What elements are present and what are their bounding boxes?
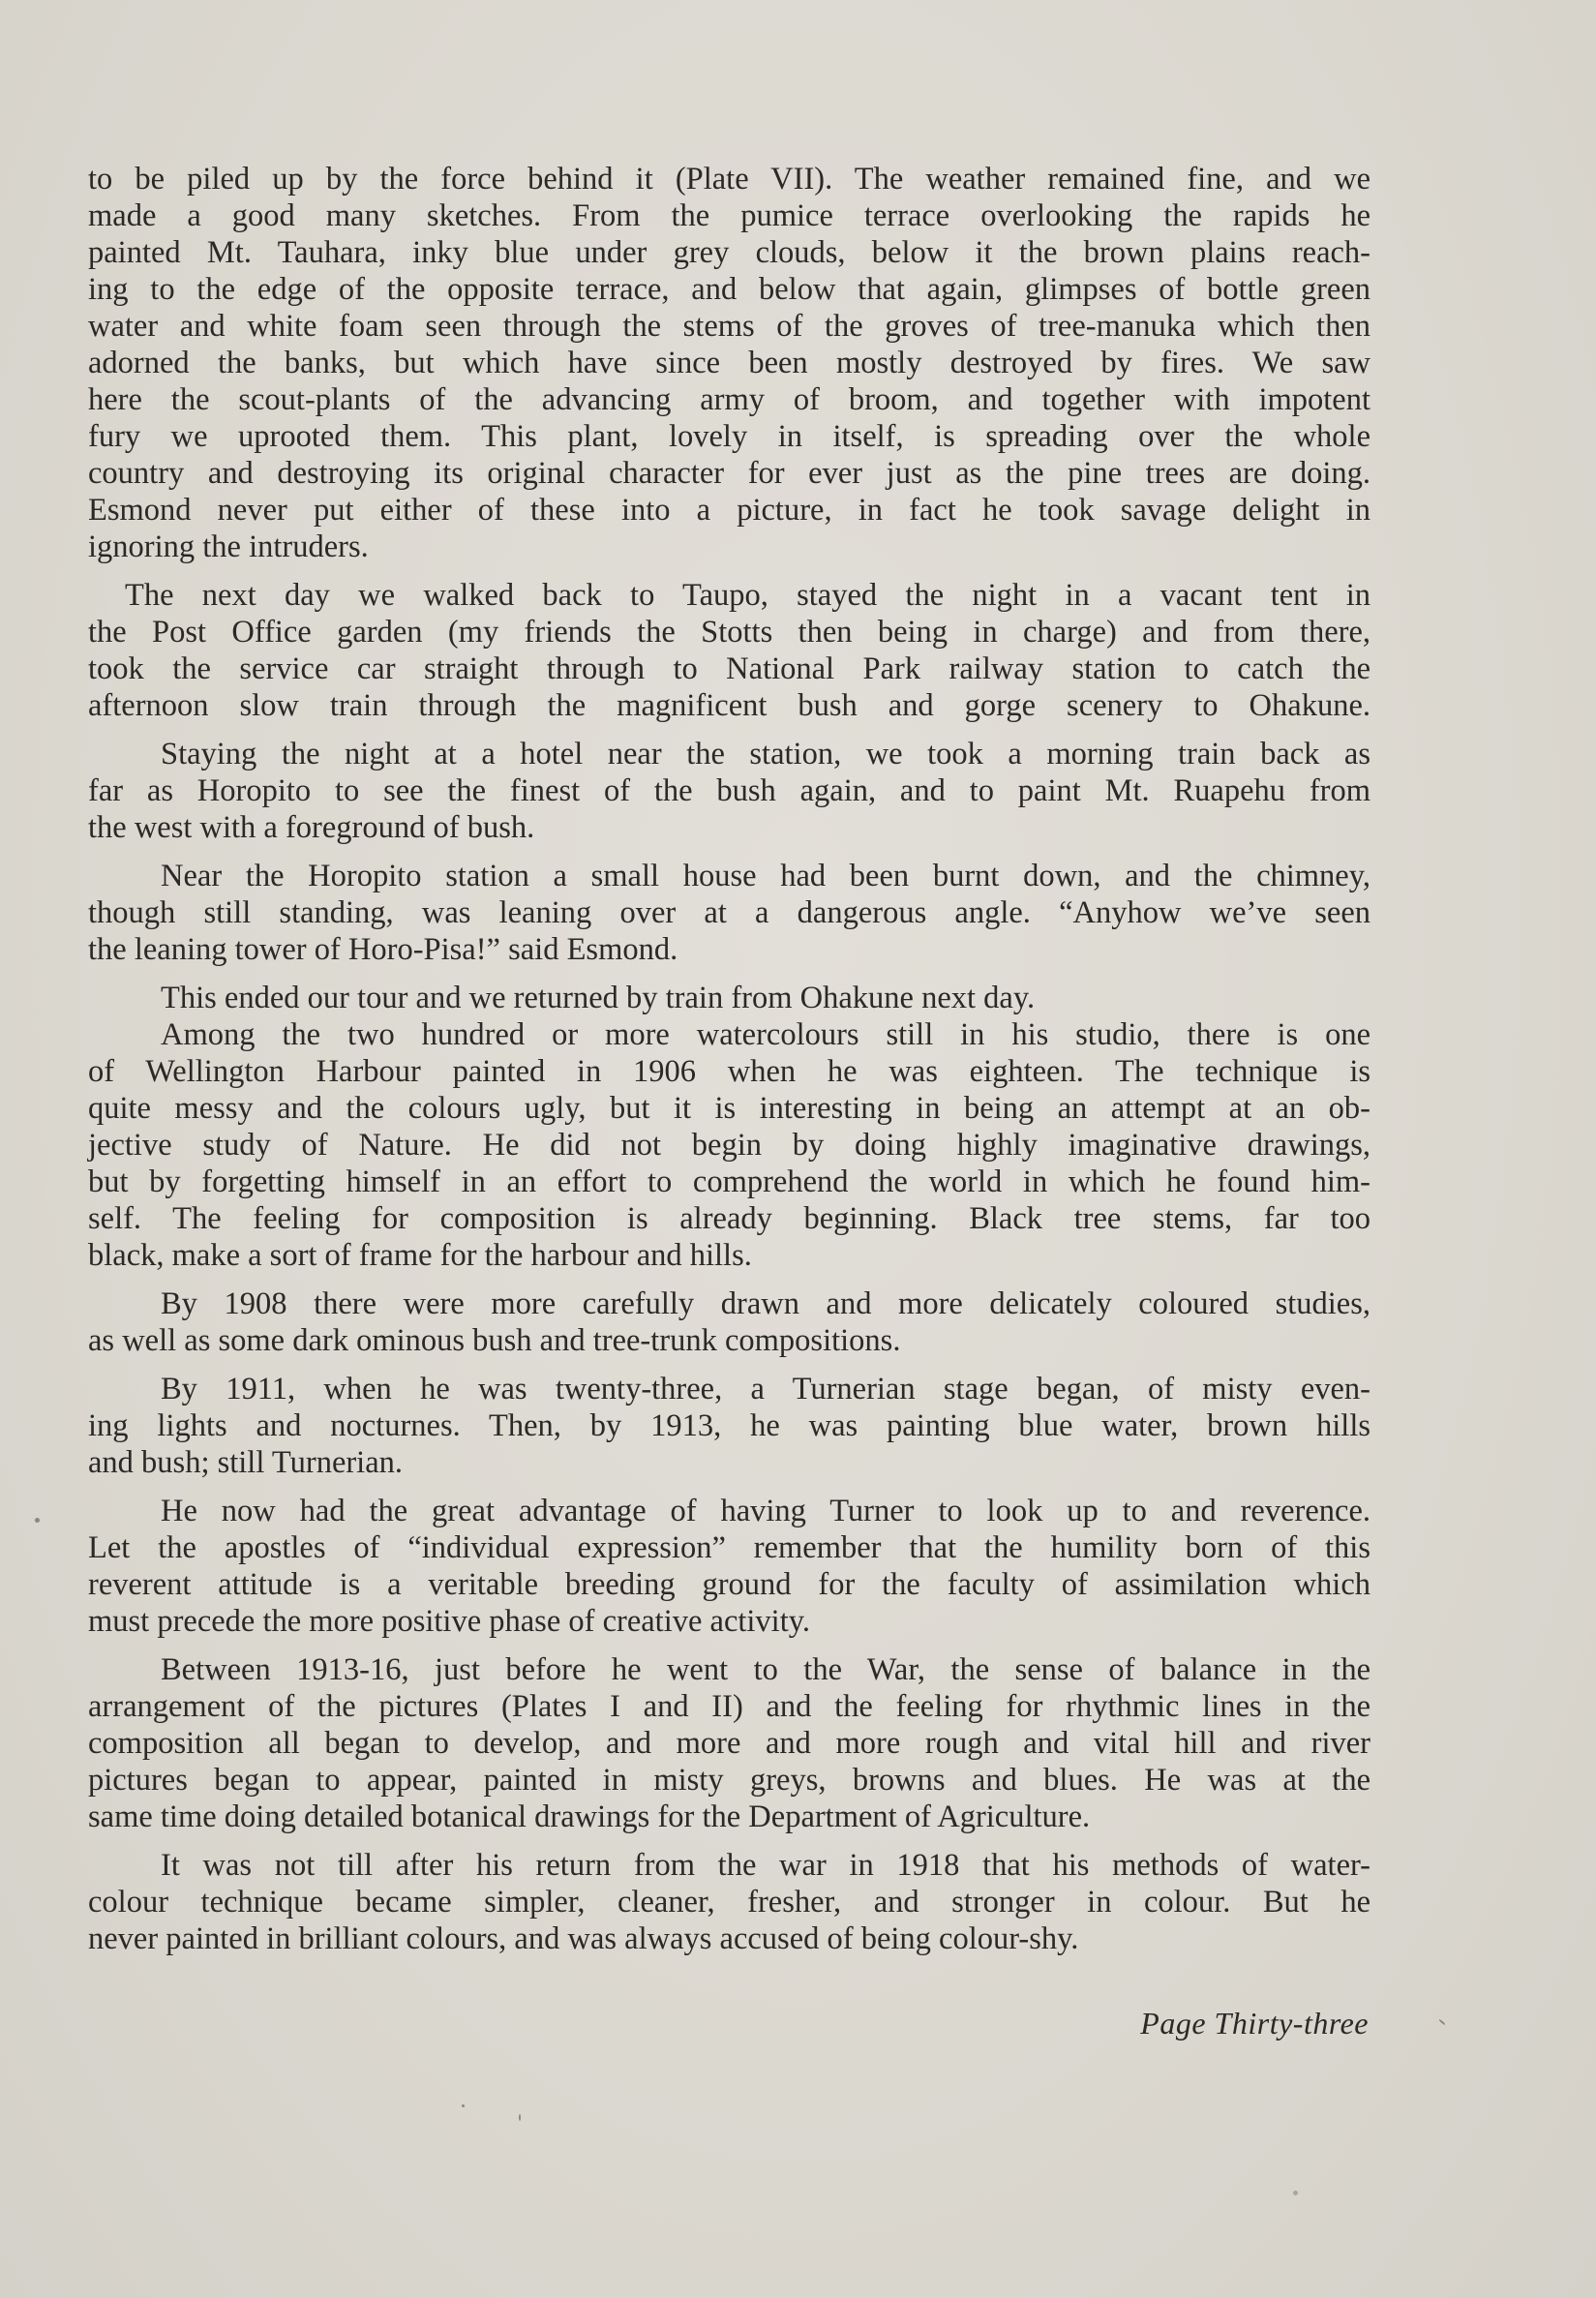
paper-speck bbox=[462, 2104, 465, 2107]
text-line: quite messy and the colours ugly, but it is interesting in being an attempt at an ob- bbox=[88, 1091, 1370, 1126]
text-line: This ended our tour and we returned by train from Ohakune next day. bbox=[161, 981, 1036, 1015]
paragraph bbox=[88, 980, 1370, 1016]
paragraph bbox=[88, 858, 1370, 968]
paper-speck bbox=[519, 2114, 521, 2121]
text-line: colour technique became simpler, cleaner, fresher, and stronger in colour. But he bbox=[88, 1885, 1370, 1920]
text-line: took the service car straight through to National Park railway station to catch the bbox=[88, 651, 1370, 686]
paragraph bbox=[88, 1493, 1370, 1640]
text-line: arrangement of the pictures (Plates I and II) and the feeling for rhythmic lines in the bbox=[88, 1689, 1370, 1724]
text-line: Between 1913-16, just before he went to the War, the sense of balance in the bbox=[161, 1652, 1370, 1687]
text-line: ignoring the intruders. bbox=[88, 529, 369, 564]
text-line: of Wellington Harbour painted in 1906 when he was eighteen. The technique is bbox=[88, 1054, 1370, 1089]
text-line: afternoon slow train through the magnificent bush and gorge scenery to Ohakune. bbox=[88, 688, 1370, 723]
text-line: Let the apostles of “individual expression” remember that the humility born of this bbox=[88, 1530, 1370, 1565]
text-line: made a good many sketches. From the pumice terrace overlooking the rapids he bbox=[88, 198, 1370, 233]
page-number: Page Thirty-three bbox=[1140, 2006, 1369, 2041]
paragraph bbox=[88, 736, 1370, 846]
paragraph bbox=[88, 577, 1370, 724]
text-line: self. The feeling for composition is already beginning. Black tree stems, far too bbox=[88, 1201, 1370, 1236]
text-line: composition all began to develop, and more and more rough and vital hill and river bbox=[88, 1726, 1370, 1761]
text-line: jective study of Nature. He did not begin by doing highly imaginative drawings, bbox=[88, 1128, 1370, 1163]
text-line: here the scout-plants of the advancing army of broom, and together with impotent bbox=[88, 382, 1370, 417]
text-line: as well as some dark ominous bush and tree-trunk compositions. bbox=[88, 1323, 901, 1358]
paragraph bbox=[88, 1016, 1370, 1274]
paragraph bbox=[88, 161, 1370, 565]
paragraph bbox=[88, 1847, 1370, 1957]
text-line: black, make a sort of frame for the harbour and hills. bbox=[88, 1238, 752, 1273]
text-line: never painted in brilliant colours, and was always accused of being colour-shy. bbox=[88, 1921, 1079, 1956]
text-line: Among the two hundred or more watercolours still in his studio, there is one bbox=[161, 1017, 1370, 1052]
text-line: ing to the edge of the opposite terrace, and below that again, glimpses of bottle green bbox=[88, 272, 1370, 307]
paragraph bbox=[88, 1285, 1370, 1359]
text-line: though still standing, was leaning over at a dangerous angle. “Anyhow we’ve seen bbox=[88, 895, 1370, 930]
paragraph bbox=[88, 1651, 1370, 1835]
paper-speck bbox=[1293, 2191, 1298, 2195]
text-line: must precede the more positive phase of creative activity. bbox=[88, 1604, 811, 1639]
text-line: fury we uprooted them. This plant, lovely in itself, is spreading over the whole bbox=[88, 419, 1370, 454]
text-line: Esmond never put either of these into a picture, in fact he took savage delight in bbox=[88, 493, 1370, 528]
text-line: Staying the night at a hotel near the station, we took a morning train back as bbox=[161, 737, 1370, 771]
text-line: ing lights and nocturnes. Then, by 1913, he was painting blue water, brown hills bbox=[88, 1408, 1370, 1443]
text-line: By 1911, when he was twenty-three, a Turnerian stage began, of misty even- bbox=[161, 1372, 1370, 1406]
text-line: adorned the banks, but which have since been mostly destroyed by fires. We saw bbox=[88, 346, 1370, 380]
text-line: By 1908 there were more carefully drawn and more delicately coloured studies, bbox=[161, 1286, 1370, 1321]
body-text bbox=[88, 161, 1370, 1957]
text-line: to be piled up by the force behind it (Plate VII). The weather remained fine, and we bbox=[88, 162, 1370, 197]
text-line: country and destroying its original character for ever just as the pine trees are doing. bbox=[88, 456, 1370, 491]
text-line: far as Horopito to see the finest of the bush again, and to paint Mt. Ruapehu from bbox=[88, 773, 1370, 808]
text-line: The next day we walked back to Taupo, stayed the night in a vacant tent in bbox=[125, 578, 1370, 613]
text-line: the Post Office garden (my friends the Stotts then being in charge) and from there, bbox=[88, 615, 1370, 650]
text-line: same time doing detailed botanical drawings for the Department of Agriculture. bbox=[88, 1799, 1091, 1834]
text-line: water and white foam seen through the stems of the groves of tree-manuka which then bbox=[88, 309, 1370, 344]
text-line: pictures began to appear, painted in misty greys, browns and blues. He was at the bbox=[88, 1763, 1370, 1798]
text-line: and bush; still Turnerian. bbox=[88, 1445, 404, 1480]
text-line: Near the Horopito station a small house had been burnt down, and the chimney, bbox=[161, 859, 1370, 893]
paper-speck bbox=[35, 1518, 40, 1523]
text-line: reverent attitude is a veritable breeding ground for the faculty of assimilation which bbox=[88, 1567, 1370, 1602]
text-line: painted Mt. Tauhara, inky blue under grey clouds, below it the brown plains reach- bbox=[88, 235, 1370, 270]
paragraph bbox=[88, 1371, 1370, 1481]
text-line: It was not till after his return from the war in 1918 that his methods of water- bbox=[161, 1848, 1370, 1883]
text-line: the leaning tower of Horo-Pisa!” said Esmond. bbox=[88, 932, 678, 967]
text-line: He now had the great advantage of having Turner to look up to and reverence. bbox=[161, 1494, 1370, 1528]
text-line: the west with a foreground of bush. bbox=[88, 810, 535, 845]
paper-speck bbox=[1438, 2019, 1445, 2026]
text-line: but by forgetting himself in an effort to comprehend the world in which he found him- bbox=[88, 1164, 1370, 1199]
